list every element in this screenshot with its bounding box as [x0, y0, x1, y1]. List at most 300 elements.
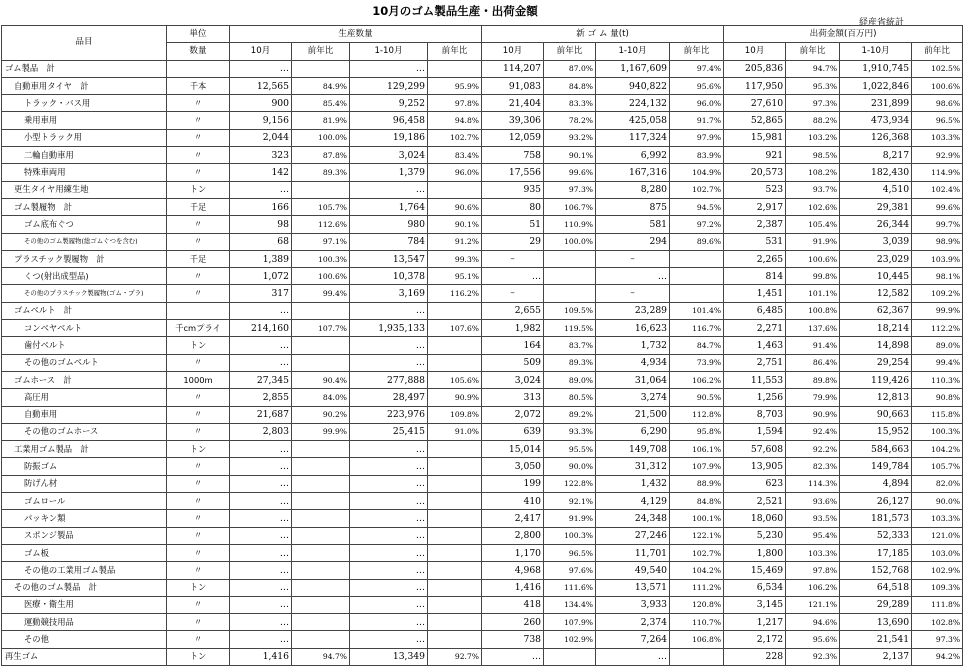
row-unit: 〃 — [167, 631, 230, 648]
cell-value: – — [482, 250, 544, 267]
cell-value: … — [230, 544, 292, 561]
cell-value: 13,547 — [350, 250, 428, 267]
cell-value: 39,306 — [482, 112, 544, 129]
cell-yoy: 96.5% — [912, 112, 963, 129]
cell-value: … — [230, 181, 292, 198]
cell-value: 1,256 — [724, 389, 786, 406]
cell-yoy: 106.1% — [670, 441, 724, 458]
cell-yoy: 115.8% — [912, 406, 963, 423]
cell-yoy: 90.6% — [428, 198, 482, 215]
cell-value: … — [230, 458, 292, 475]
cell-value: … — [350, 544, 428, 561]
cell-yoy: 114.9% — [912, 164, 963, 181]
cell-yoy: 102.7% — [670, 544, 724, 561]
cell-value: 317 — [230, 285, 292, 302]
table-row — [2, 441, 963, 458]
cell-yoy — [292, 631, 350, 648]
cell-yoy: 93.2% — [544, 129, 596, 146]
cell-value: 4,510 — [840, 181, 912, 198]
cell-value: 26,344 — [840, 216, 912, 233]
cell-yoy: 105.6% — [428, 371, 482, 388]
cell-value: 18,060 — [724, 510, 786, 527]
cell-value: 117,324 — [596, 129, 670, 146]
row-item-name: ゴムホース 計 — [2, 371, 167, 388]
cell-yoy — [670, 648, 724, 665]
cell-yoy: 86.4% — [786, 354, 840, 371]
cell-yoy: 99.3% — [428, 250, 482, 267]
cell-value: 18,214 — [840, 320, 912, 337]
cell-value: 13,349 — [350, 648, 428, 665]
row-unit: 〃 — [167, 164, 230, 181]
cell-value: 13,690 — [840, 614, 912, 631]
cell-yoy: 95.1% — [428, 268, 482, 285]
cell-yoy: 84.0% — [292, 389, 350, 406]
cell-yoy: 116.7% — [670, 320, 724, 337]
row-unit: 〃 — [167, 147, 230, 164]
cell-value: 31,064 — [596, 371, 670, 388]
cell-value: 4,968 — [482, 562, 544, 579]
cell-value: 20,573 — [724, 164, 786, 181]
row-item-name: その他の工業用ゴム製品 — [2, 562, 167, 579]
row-unit: 〃 — [167, 268, 230, 285]
cell-value: 126,368 — [840, 129, 912, 146]
row-unit: 千本 — [167, 77, 230, 94]
row-item-name: 防振ゴム — [2, 458, 167, 475]
cell-value: 1,764 — [350, 198, 428, 215]
cell-value: – — [596, 250, 670, 267]
cell-value: 921 — [724, 147, 786, 164]
cell-yoy: 100.6% — [786, 250, 840, 267]
cell-yoy — [292, 544, 350, 561]
cell-yoy: 92.4% — [786, 423, 840, 440]
row-item-name: 歯付ベルト — [2, 337, 167, 354]
cell-yoy: 89.8% — [786, 371, 840, 388]
cell-yoy — [670, 250, 724, 267]
cell-value: 2,271 — [724, 320, 786, 337]
cell-yoy: 89.0% — [544, 371, 596, 388]
row-item-name: ゴムロール — [2, 493, 167, 510]
cell-yoy: 93.5% — [786, 510, 840, 527]
cell-value: 10,378 — [350, 268, 428, 285]
cell-yoy: 102.6% — [786, 198, 840, 215]
table-row — [2, 198, 963, 215]
cell-yoy — [292, 493, 350, 510]
row-unit: 千足 — [167, 198, 230, 215]
cell-yoy: 105.7% — [292, 198, 350, 215]
cell-value: 3,169 — [350, 285, 428, 302]
cell-yoy — [670, 268, 724, 285]
cell-value: 27,610 — [724, 95, 786, 112]
cell-value: 223,976 — [350, 406, 428, 423]
cell-yoy: 90.9% — [428, 389, 482, 406]
cell-yoy: 110.9% — [544, 216, 596, 233]
header-new-rubber: 新 ゴ ム 量(t) — [482, 26, 724, 43]
cell-yoy: 99.6% — [912, 198, 963, 215]
cell-value: 51 — [482, 216, 544, 233]
cell-value: 2,855 — [230, 389, 292, 406]
row-unit: トン — [167, 337, 230, 354]
cell-yoy: 99.9% — [912, 302, 963, 319]
cell-value: 2,751 — [724, 354, 786, 371]
cell-yoy: 109.8% — [428, 406, 482, 423]
cell-yoy: 95.6% — [786, 631, 840, 648]
cell-yoy: 111.2% — [670, 579, 724, 596]
cell-value: 7,264 — [596, 631, 670, 648]
cell-value: 509 — [482, 354, 544, 371]
row-item-name: プラスチック製履物 計 — [2, 250, 167, 267]
row-item-name: ゴム板 — [2, 544, 167, 561]
cell-value: 52,865 — [724, 112, 786, 129]
cell-value: … — [230, 60, 292, 77]
cell-yoy — [292, 562, 350, 579]
cell-yoy: 91.2% — [428, 233, 482, 250]
cell-yoy: 83.9% — [670, 147, 724, 164]
cell-value: 231,899 — [840, 95, 912, 112]
cell-yoy: 94.5% — [670, 198, 724, 215]
cell-yoy: 102.5% — [912, 60, 963, 77]
cell-yoy: 101.4% — [670, 302, 724, 319]
subheader: 前年比 — [786, 43, 840, 60]
cell-yoy: 104.9% — [670, 164, 724, 181]
cell-value: 49,540 — [596, 562, 670, 579]
cell-yoy: 80.5% — [544, 389, 596, 406]
table-body — [2, 60, 963, 665]
cell-yoy: 100.0% — [544, 233, 596, 250]
cell-yoy — [292, 302, 350, 319]
table-row — [2, 354, 963, 371]
row-item-name: その他のプラスチック製履物(ゴム・プラ) — [2, 285, 167, 302]
cell-yoy: 122.8% — [544, 475, 596, 492]
cell-yoy: 112.8% — [670, 406, 724, 423]
cell-yoy — [428, 596, 482, 613]
cell-yoy: 100.3% — [544, 527, 596, 544]
cell-value: 214,160 — [230, 320, 292, 337]
cell-value: 2,265 — [724, 250, 786, 267]
cell-value: 91,083 — [482, 77, 544, 94]
cell-value: … — [350, 510, 428, 527]
cell-value: 15,469 — [724, 562, 786, 579]
cell-value: 15,952 — [840, 423, 912, 440]
cell-yoy: 92.1% — [544, 493, 596, 510]
cell-value: 29,254 — [840, 354, 912, 371]
cell-value: … — [350, 354, 428, 371]
cell-yoy: 106.2% — [786, 579, 840, 596]
table-row — [2, 268, 963, 285]
cell-yoy: 95.6% — [670, 77, 724, 94]
row-item-name: 防げん材 — [2, 475, 167, 492]
cell-value: 11,553 — [724, 371, 786, 388]
cell-yoy: 103.3% — [786, 544, 840, 561]
cell-value: 425,058 — [596, 112, 670, 129]
cell-value: 96,458 — [350, 112, 428, 129]
cell-yoy: 137.6% — [786, 320, 840, 337]
cell-value: … — [230, 475, 292, 492]
cell-value: … — [230, 579, 292, 596]
cell-yoy: 87.8% — [292, 147, 350, 164]
row-unit: 〃 — [167, 596, 230, 613]
cell-value: 875 — [596, 198, 670, 215]
cell-yoy: 85.4% — [292, 95, 350, 112]
row-unit: トン — [167, 648, 230, 665]
cell-yoy: 121.1% — [786, 596, 840, 613]
cell-value: 21,500 — [596, 406, 670, 423]
cell-value: 28,497 — [350, 389, 428, 406]
cell-yoy: 98.1% — [912, 268, 963, 285]
cell-value: 1,800 — [724, 544, 786, 561]
cell-yoy — [544, 285, 596, 302]
header-shipment-value: 出荷金額(百万円) — [724, 26, 963, 43]
cell-yoy: 106.7% — [544, 198, 596, 215]
cell-value: 1,732 — [596, 337, 670, 354]
rubber-products-table — [1, 25, 963, 666]
row-unit: 〃 — [167, 614, 230, 631]
cell-yoy: 95.9% — [428, 77, 482, 94]
cell-value: 4,934 — [596, 354, 670, 371]
row-item-name: その他のゴムホース — [2, 423, 167, 440]
cell-value: … — [350, 579, 428, 596]
cell-value: 3,933 — [596, 596, 670, 613]
cell-value: 531 — [724, 233, 786, 250]
cell-yoy: 121.0% — [912, 527, 963, 544]
cell-yoy: 98.5% — [786, 147, 840, 164]
table-row — [2, 527, 963, 544]
cell-yoy — [292, 596, 350, 613]
cell-value: 23,029 — [840, 250, 912, 267]
subheader: 10月 — [724, 43, 786, 60]
cell-yoy: 99.6% — [544, 164, 596, 181]
cell-yoy: 91.9% — [544, 510, 596, 527]
cell-value: 17,185 — [840, 544, 912, 561]
table-row — [2, 129, 963, 146]
cell-yoy: 84.8% — [544, 77, 596, 94]
cell-value: 21,687 — [230, 406, 292, 423]
cell-yoy: 79.9% — [786, 389, 840, 406]
cell-value: 1,416 — [230, 648, 292, 665]
row-unit: 〃 — [167, 233, 230, 250]
cell-yoy: 104.2% — [670, 562, 724, 579]
cell-value: 16,623 — [596, 320, 670, 337]
row-item-name: ゴム製品 計 — [2, 60, 167, 77]
cell-value: 62,367 — [840, 302, 912, 319]
table-row — [2, 302, 963, 319]
table-row — [2, 596, 963, 613]
cell-value: … — [230, 441, 292, 458]
cell-value: 2,655 — [482, 302, 544, 319]
row-unit: 〃 — [167, 510, 230, 527]
cell-yoy: 109.2% — [912, 285, 963, 302]
cell-yoy: 112.6% — [292, 216, 350, 233]
cell-yoy: 83.7% — [544, 337, 596, 354]
cell-yoy: 81.9% — [292, 112, 350, 129]
table-row — [2, 320, 963, 337]
row-item-name: 小型トラック用 — [2, 129, 167, 146]
cell-yoy — [428, 510, 482, 527]
cell-value: 260 — [482, 614, 544, 631]
cell-yoy: 105.4% — [786, 216, 840, 233]
cell-value: 149,708 — [596, 441, 670, 458]
table-row — [2, 648, 963, 665]
cell-yoy: 90.1% — [428, 216, 482, 233]
cell-value: 166 — [230, 198, 292, 215]
cell-value: … — [350, 631, 428, 648]
row-unit — [167, 60, 230, 77]
cell-value: 1,463 — [724, 337, 786, 354]
cell-yoy: 96.0% — [428, 164, 482, 181]
row-unit: 〃 — [167, 129, 230, 146]
row-unit: 〃 — [167, 493, 230, 510]
cell-yoy: 97.3% — [544, 181, 596, 198]
cell-yoy: 90.1% — [544, 147, 596, 164]
cell-yoy: 97.8% — [428, 95, 482, 112]
row-unit: 〃 — [167, 544, 230, 561]
header-production-qty: 生産数量 — [230, 26, 482, 43]
cell-value: 900 — [230, 95, 292, 112]
cell-value: 313 — [482, 389, 544, 406]
cell-yoy: 95.8% — [670, 423, 724, 440]
cell-yoy — [292, 458, 350, 475]
cell-value: 3,024 — [350, 147, 428, 164]
cell-yoy: 99.9% — [292, 423, 350, 440]
cell-yoy: 109.5% — [544, 302, 596, 319]
row-item-name: 運動競技用品 — [2, 614, 167, 631]
cell-value: … — [350, 493, 428, 510]
cell-value: 29,289 — [840, 596, 912, 613]
cell-yoy: 99.4% — [292, 285, 350, 302]
cell-value: 68 — [230, 233, 292, 250]
cell-value: 129,299 — [350, 77, 428, 94]
cell-yoy: 90.0% — [912, 493, 963, 510]
subheader: 1-10月 — [840, 43, 912, 60]
cell-yoy: 100.6% — [912, 77, 963, 94]
cell-yoy: 110.7% — [670, 614, 724, 631]
cell-value: … — [230, 337, 292, 354]
cell-value: 738 — [482, 631, 544, 648]
source-label: 経産省統計 — [858, 18, 904, 28]
table-row — [2, 510, 963, 527]
cell-yoy — [292, 510, 350, 527]
cell-yoy — [292, 579, 350, 596]
cell-yoy: 99.4% — [912, 354, 963, 371]
row-unit: 〃 — [167, 527, 230, 544]
cell-value: 27,246 — [596, 527, 670, 544]
row-item-name: 工業用ゴム製品 計 — [2, 441, 167, 458]
cell-yoy: 95.3% — [786, 77, 840, 94]
cell-value: … — [230, 631, 292, 648]
cell-yoy: 84.9% — [292, 77, 350, 94]
cell-value: 1,170 — [482, 544, 544, 561]
cell-yoy: 111.8% — [912, 596, 963, 613]
cell-value: 2,917 — [724, 198, 786, 215]
cell-value: 142 — [230, 164, 292, 181]
table-row — [2, 181, 963, 198]
cell-value: 114,207 — [482, 60, 544, 77]
header-unit: 単位 — [167, 26, 230, 43]
table-row — [2, 614, 963, 631]
cell-yoy: 97.8% — [786, 562, 840, 579]
cell-value: 80 — [482, 198, 544, 215]
cell-value: … — [350, 441, 428, 458]
cell-value: 6,534 — [724, 579, 786, 596]
cell-yoy: 91.9% — [786, 233, 840, 250]
cell-yoy: 102.4% — [912, 181, 963, 198]
row-unit — [167, 302, 230, 319]
cell-yoy: 90.8% — [912, 389, 963, 406]
row-item-name: 医療・衛生用 — [2, 596, 167, 613]
cell-value: … — [350, 527, 428, 544]
cell-value: 935 — [482, 181, 544, 198]
page-title: 10月のゴム製品生産・出荷金額 — [372, 4, 538, 18]
cell-value: 4,129 — [596, 493, 670, 510]
cell-value: … — [596, 648, 670, 665]
cell-value: 25,415 — [350, 423, 428, 440]
cell-yoy: 100.3% — [292, 250, 350, 267]
subheader: 1-10月 — [596, 43, 670, 60]
cell-value: 1,982 — [482, 320, 544, 337]
cell-yoy — [292, 475, 350, 492]
row-unit: 〃 — [167, 216, 230, 233]
cell-yoy: 102.8% — [912, 614, 963, 631]
cell-value: 8,280 — [596, 181, 670, 198]
cell-yoy: 88.2% — [786, 112, 840, 129]
cell-yoy: 83.3% — [544, 95, 596, 112]
cell-yoy: 94.2% — [912, 648, 963, 665]
cell-yoy: 94.7% — [292, 648, 350, 665]
cell-yoy: 93.3% — [544, 423, 596, 440]
cell-yoy: 83.4% — [428, 147, 482, 164]
cell-value: 13,905 — [724, 458, 786, 475]
cell-value: 1,379 — [350, 164, 428, 181]
cell-value: 2,374 — [596, 614, 670, 631]
cell-yoy: 93.7% — [786, 181, 840, 198]
table-row — [2, 95, 963, 112]
cell-value: 2,172 — [724, 631, 786, 648]
cell-yoy — [292, 441, 350, 458]
cell-yoy — [428, 527, 482, 544]
cell-yoy — [428, 458, 482, 475]
cell-yoy: 89.0% — [912, 337, 963, 354]
cell-value: 1,217 — [724, 614, 786, 631]
cell-yoy — [428, 631, 482, 648]
cell-value: 12,565 — [230, 77, 292, 94]
cell-value: 12,813 — [840, 389, 912, 406]
cell-value: 181,573 — [840, 510, 912, 527]
cell-yoy — [544, 250, 596, 267]
cell-yoy: 101.1% — [786, 285, 840, 302]
cell-value: … — [350, 475, 428, 492]
cell-value: 26,127 — [840, 493, 912, 510]
cell-yoy: 97.9% — [670, 129, 724, 146]
row-item-name: 再生ゴム — [2, 648, 167, 665]
cell-yoy: 107.7% — [292, 320, 350, 337]
cell-yoy: 94.7% — [786, 60, 840, 77]
cell-value: 2,137 — [840, 648, 912, 665]
cell-yoy: 108.2% — [786, 164, 840, 181]
cell-value: … — [482, 268, 544, 285]
table-row — [2, 60, 963, 77]
cell-value: 581 — [596, 216, 670, 233]
cell-yoy — [428, 493, 482, 510]
cell-yoy: 134.4% — [544, 596, 596, 613]
cell-yoy: 95.5% — [544, 441, 596, 458]
cell-value: … — [350, 458, 428, 475]
cell-value: 323 — [230, 147, 292, 164]
cell-value: 167,316 — [596, 164, 670, 181]
cell-yoy: 103.2% — [786, 129, 840, 146]
subheader: 前年比 — [912, 43, 963, 60]
cell-value: 29,381 — [840, 198, 912, 215]
cell-value: 14,898 — [840, 337, 912, 354]
cell-yoy: 104.2% — [912, 441, 963, 458]
